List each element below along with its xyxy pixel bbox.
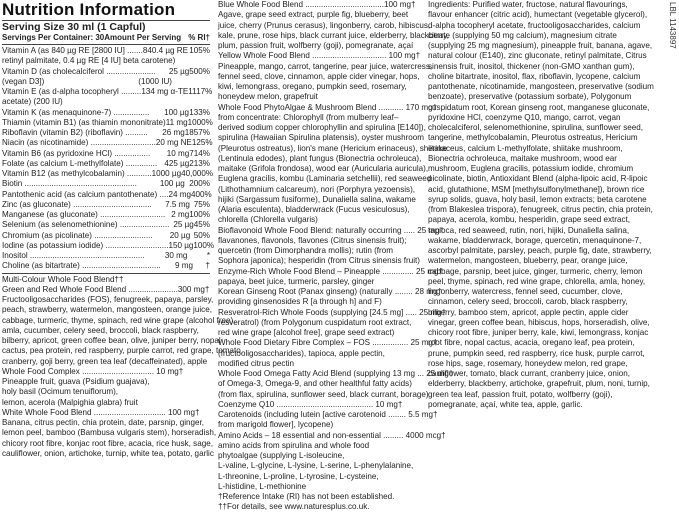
text-line: juice, cherry (Prunus cerasus), lingonberry, carob, hibiscus, (218, 20, 431, 30)
text-line: Amino Acids – 18 essential and non-essential ......... 4000 mcg† (218, 430, 446, 440)
nutrient-amount: 11 mg (165, 117, 188, 127)
nutrient-name: Selenium (as selenomethionine) ...................... (2, 220, 170, 230)
nutrient-amount: 30 mg (164, 251, 188, 260)
ingredients-text: Ingredients: Purified water, fructose, natural flavourings, flavour enhancer (citric acid), humectant (vegetable glycerol), d-alpha tocopheryl acetate, fructooligosaccharides, calcium citrate (supplying 50 mg calcium), magnesium citrate (supplying 25 mg magnesium), pineapple fruit, banana, agave, natural colour (E140), zinc gluconate, retinyl palmitate, Citrus sinensis fruit, inositol, thickener (non-GMO xanthan gum), choline bitartrate, inositol, flax, riboflavin, lycopene, calcium pantothenate, nicotinamide, mangosteen, preservative (sodium benzoate), preservative (potassium sorbate), Polygonum cuspidatum root, Korean ginseng root, manganese gluconate, pyridoxine HCl, coenzyme Q10, mango, carrot, vegan cholecalciferol, selenomethionine, spirulina, sunflower seed, tangerine, methylcobalamin, Pleurotus ostreatus, Hericium erinaceus, calcium L-methylfolate, shiitake mushroom, Bionectria ochroleuca, maitake mushroom, wood ear mushroom, Euglena gracilis, potassium iodide, chromium picolinate, biotin, Antioxidant Blend (alpha-lipoic acid, R-lipoic acid, glutathione, MSM [methylsulfonylmethane]), brown rice syrup solids, guava, holy basil, lemon extracts; beta carotene (from Blakeslea trispora), fenugreek, citrus pectin, chia protein, papaya, acerola, kombu, hesperidin, grape seed extract, tapioca, red seaweed, rutin, nori, hijiki, Dunaliella salina, wakame, bladderwrack, borage, quercetin, menaquinone-7, ascorbyl palmitate, parsley, peach, purple fig, date, strawberry, watermelon, mangosteen, blueberry, pear, orange juice, cabbage, parsnip, beet juice, ginger, turmeric, cherry, lemon peel, thyme, spinach, red wine grape, chlorella, amla, honey, lingonberry, watercress, fennel seed, cucumber, clove, cinnamon, celery seed, broccoli, carob, black raspberry, bilberry, bamboo stem, apricot, apple pectin, apple cider vinegar, green coffee bean, hibiscus, hops, horseradish, olive, chicory root fibre, juniper berry, kale, kiwi, lemongrass, konjac root fibre, nopal cactus, acacia, oregano leaf, pea protein, prune, pumpkin seed, red raspberry, rice husk, purple carrot, rose hips, sage, rosemary, honeydew melon, red grape, cauliflower, tomato, black currant, cranberry juice, onion, elderberry, blackberry, artichoke, grapefruit, plum, noni, turnip, green tea leaf, passion fruit, potato, wolfberry (goji), pomegranate, açaí, white tea, apple, garlic. (428, 0, 654, 409)
nutrient-ri: 75% (193, 199, 210, 209)
text-line: Euglena gracilis, kombu (Laminaria setchellii), red seaweed (218, 174, 432, 184)
text-line: from concentrate: Chlorophyll (from mulberry leaf– (218, 112, 399, 122)
servings-per-container: Servings Per Container: 30 (2, 33, 105, 42)
text-line: (Alaria esculenta), bladderwrack (Fucus vesiculosus), (218, 205, 410, 214)
text-line: Bioflavonoid Whole Food Blend: naturally occurring ..... 25 mg† (218, 225, 445, 235)
nutrient-ri (172, 97, 210, 107)
nutrient-name: Zinc (as gluconate) ................................... (2, 199, 152, 209)
text-line: Pineapple fruit, guava (Psidium guajava), (2, 377, 150, 386)
nutrient-row (2, 190, 210, 200)
text-line: Whole Food Complex ................................ 10 mg† (2, 366, 184, 376)
text-line: kiwi, lemongrass, oregano, pumpkin seed, rosemary, (218, 82, 407, 91)
text-line: L-valine, L-glycine, L-lysine, L-serine, L-phenylalanine, (218, 461, 414, 471)
text-line: Multi-Colour Whole Food Blend†† (2, 274, 124, 284)
nutrient-row (2, 67, 210, 77)
nutrient-row (2, 169, 214, 179)
text-line: ††For details, see www.naturesplus.co.uk. (218, 502, 370, 512)
text-line: Blue Whole Food Blend ...................................100 mg† (218, 0, 416, 9)
nutrient-ri: 1857% (184, 128, 210, 137)
nutrient-name: Vitamin D (as cholecalciferol ...................... (2, 66, 156, 76)
nutrient-ri: 1117% (188, 87, 213, 96)
nutrient-ri: 133% (189, 107, 210, 117)
text-line: L-histidine, L-methionine (218, 481, 307, 491)
nutrient-amount: (1000 IU) (138, 76, 172, 86)
nutrient-name: (vegan D3]) (2, 76, 45, 86)
text-line: Carotenoids (including lutein [active carotenoid ........ 5.5 mg† (218, 410, 438, 419)
divider (2, 44, 210, 45)
text-line: amla, cucumber, celery seed, broccoli, black raspberry, (2, 325, 199, 335)
text-line: kale, prune, rose hips, black currant juice, elderberry, blackberry, (218, 30, 449, 40)
text-line: phytoalgae (supplying L-isoleucine, (218, 451, 345, 460)
nutrient-row (2, 261, 210, 271)
text-line: peach, strawberry, watermelon, mangosteen, orange juice, (2, 305, 212, 315)
nutrient-row (2, 251, 210, 261)
nutrient-row (2, 200, 210, 210)
text-line: cranberry, goji berry, green tea leaf (decaffeinated), apple (2, 356, 208, 366)
ingredients-column (428, 0, 660, 410)
nutrition-title: Nutrition Information (2, 0, 176, 19)
text-line: cactus, pea protein, red raspberry, purple carrot, red grape, tomato, (2, 346, 243, 356)
text-line: amino acids from spirulina and whole food (218, 440, 370, 450)
text-line: from marigold flower], lycopene) (218, 420, 334, 430)
text-line: chicory root fibre, konjac root fibre, acacia, rice husk, sage, (2, 438, 213, 448)
text-line: quercetin (from Dimorphandra mollis); rutin (from (218, 246, 393, 255)
text-line: derived sodium copper chlorophyllin and spirulina [E140]), (218, 123, 426, 132)
text-line: flavanones, flavonols, flavones (Citrus sinensis fruit); (218, 235, 407, 245)
blend-list (2, 274, 243, 460)
nutrient-ri: 200% (189, 179, 210, 189)
nutrient-ri: 125% (191, 138, 213, 148)
nutrient-row (2, 179, 210, 189)
text-line: Whole Food Omega Fatty Acid Blend (supplying 13 mg ... 25 mg† (218, 369, 454, 378)
nutrient-name: Inositol ................................................... (2, 251, 145, 260)
nutrient-row (2, 149, 210, 159)
nutrient-amount: 134 mg α-TE (141, 87, 189, 96)
label-code: LBL 1143897 (668, 2, 677, 49)
text-line: bilberry, apricot, green coffee bean, olive, juniper berry, nopal (2, 336, 221, 345)
serving-size: Serving Size 30 ml (1 Capful) (2, 21, 146, 33)
nutrient-name: Niacin (as nicotinamide) ............................. (2, 138, 156, 148)
nutrient-amount: 20 µg (169, 230, 191, 240)
text-line: chlorella (Chlorella vulgaris) (218, 215, 318, 225)
nutrition-header (2, 33, 210, 43)
text-line: Agave, grape seed extract, purple fig, blueberry, beet (218, 10, 409, 20)
text-line: hijiki (Sargassum fusiforme), Dunaliella salina, wakame (218, 194, 416, 204)
nutrient-name: Vitamin B12 (as methylcobalamin) ........... (2, 169, 152, 178)
nutrient-amount: 20 mg NE (155, 138, 192, 148)
nutrient-ri: 500% (189, 66, 210, 76)
nutrient-name: Iodine (as potassium iodide) ............................ (2, 240, 169, 250)
text-line: modified citrus pectin (218, 358, 295, 368)
nutrient-name: acetate) (200 IU) (2, 97, 63, 107)
nutrient-name: Choline (as bitartrate) ................................... (2, 261, 161, 271)
nutrient-row (2, 87, 213, 97)
text-line: Resveratrol-Rich Whole Foods (supplying [24.5 mg] ..... 25 mg† (218, 307, 447, 317)
nutrient-name: Pantothenic acid (as calcium pantothenate) .... (2, 189, 169, 199)
nutrition-column (2, 0, 243, 459)
nutrient-amount: 26 mg (162, 128, 185, 137)
text-line: lemon, acerola (Malpighia glabra) fruit (2, 397, 138, 407)
nutrient-ri: 100% (189, 210, 210, 219)
nutrient-row (2, 159, 210, 169)
nutrient-row (2, 108, 210, 118)
nutrient-ri: 100% (193, 240, 215, 250)
nutrient-ri: 1000% (187, 117, 213, 127)
nutrient-amount: 840.4 µg RE (142, 46, 189, 55)
nutrient-name: Thiamin (vitamin B1) (as thiamin mononitrate) (2, 117, 166, 127)
nutrient-ri (172, 77, 210, 87)
text-line: Enzyme-Rich Whole Food Blend – Pineapple .............. 25 mg† (218, 266, 443, 276)
text-line: holy basil (Ocimum tenuiflorum), (2, 387, 119, 397)
text-line: White Whole Food Blend ................................ 100 mg† (2, 407, 200, 417)
text-line: fennel seed, clove, cinnamon, apple cider vinegar, hops, (218, 71, 420, 81)
nutrient-ri: 105% (189, 46, 210, 55)
blend-list-2 (218, 0, 454, 513)
nutrient-ri: † (205, 261, 210, 271)
text-line: red wine grape [alcohol free], grape seed extract) (218, 328, 395, 337)
nutrient-name: Vitamin K (as menaquinone-7) ................ (2, 107, 150, 117)
nutrient-row (2, 220, 210, 230)
nutrient-amount: 150 µg (168, 240, 194, 250)
nutrient-amount: 100 µg (164, 107, 190, 117)
nutrient-row (2, 77, 210, 87)
text-line: cabbage, turmeric, thyme, spinach, red wine grape (alcohol free), (2, 315, 236, 325)
nutrient-list (2, 46, 215, 272)
text-line: papaya, beet juice, turmeric, parsley, ginger (218, 276, 375, 286)
text-line: spirulina (Hawaiian Spirulina platensis), oyster mushroom (218, 133, 425, 143)
nutrient-amount: 25 µg (168, 66, 190, 76)
nutrient-name: Chromium (as picolinate) .......................... (2, 230, 153, 240)
nutrient-row (2, 128, 210, 138)
nutrient-amount: 10 mg (166, 148, 190, 158)
text-line: L-threonine, L-proline, L-tyrosine, L-cysteine, (218, 471, 379, 481)
nutrient-row (2, 97, 210, 107)
text-line: (from flax, spirulina, sunflower seed, black currant, borage) (218, 389, 429, 399)
text-line: plum, passion fruit, wolfberry (goji), pomegranate, açaí (218, 41, 414, 50)
nutrient-amount: 100 µg (159, 179, 185, 189)
nutrient-name: retinyl palmitate, 0.4 µg RE [4 IU] beta carotene) (2, 56, 176, 66)
text-line: Whole Food Dietary Fibre Complex – FOS ................ 25 mg† (218, 338, 438, 348)
nutrient-ri: 40,000% (181, 169, 214, 178)
text-line: of Omega-3, Omega-9, and other healthful fatty acids) (218, 379, 412, 389)
text-line: lemon peel, bamboo (Bambusa vulgaris stem), horseradish, (2, 428, 217, 438)
text-line: Yellow Whole Food Blend ................................. 100 mg† (218, 51, 421, 61)
nutrient-name: Riboflavin (vitamin B2) (riboflavin) .......... (2, 128, 148, 137)
nutrient-row (2, 46, 210, 56)
nutrient-amount: 425 µg (164, 158, 190, 168)
text-line: (fructooligosaccharides), tapioca, apple pectin, (218, 348, 385, 358)
text-line: (Lentinula edodes), plant fungus (Bionectria ochroleuca), (218, 153, 422, 163)
nutrient-ri: * (206, 251, 210, 260)
nutrient-row (2, 138, 213, 148)
text-line: maitake (Grifola frondosa), wood ear (Auricularia auricula), (218, 164, 429, 173)
nutrient-name: Folate (as calcium L-methylfolate) .............. (2, 158, 158, 168)
nutrient-amount (100, 97, 172, 107)
text-line: honeydew melon, grapefruit (218, 92, 318, 102)
nutrient-amount: 9 mg (175, 261, 193, 271)
nutrient-name: Manganese (as gluconate) ............................. (2, 210, 166, 219)
nutrient-ri (198, 56, 210, 66)
nutrient-amount: 24 mg (168, 189, 191, 199)
blend-column (218, 0, 454, 513)
nutrient-name: Vitamin E (as d-alpha tocopheryl ......... (2, 87, 142, 96)
nutrient-ri: 400% (190, 189, 212, 199)
text-line: Banana, citrus pectin, chia protein, date, parsnip, ginger, (2, 418, 205, 427)
divider (2, 273, 210, 274)
nutrient-ri: 213% (189, 158, 210, 168)
nutrient-amount: 1000 µg (151, 169, 182, 178)
nutrient-row (2, 240, 215, 251)
text-line: Sophora japonica); hesperidin (from Citrus sinensis fruit) (218, 256, 420, 266)
nutrient-row (2, 56, 210, 66)
nutrient-row (2, 210, 210, 220)
amount-header: Amount Per Serving (104, 33, 182, 42)
text-line: Whole Food PhytoAlgae & Mushroom Blend ........... 170 mg† (218, 102, 438, 112)
nutrient-amount: 2 mg (171, 210, 190, 219)
nutrient-ri: 50% (193, 230, 210, 240)
nutrient-amount (175, 56, 198, 66)
nutrient-ri: 714% (189, 148, 210, 158)
text-line: resveratrol) (from Polygonum cuspidatum root extract, (218, 317, 412, 327)
text-line: cauliflower, onion, artichoke, turnip, white tea, potato, garlic (2, 448, 214, 458)
ri-header: % RI† (188, 33, 210, 42)
nutrient-amount: 7.5 mg (165, 199, 190, 209)
text-line: (Pleurotus ostreatus), lion's mane (Hericium erinaceus), shiitake (218, 143, 448, 153)
nutrient-name: Vitamin B6 (as pyridoxine HCl) ................ (2, 148, 151, 158)
text-line: providing ginsenosides R [a through h] and F) (218, 297, 382, 307)
text-line: Korean Ginseng Root (Panax ginseng) (naturally ........ 28 mg† (218, 287, 443, 296)
nutrient-name: Biotin .................................................. (2, 179, 137, 189)
nutrient-amount: 25 µg (173, 220, 194, 230)
text-line: (Lithothamnium calcareum), nori (Porphyra yezoensis), (218, 184, 416, 194)
text-line: Fructooligosaccharides (FOS), fenugreek, papaya, parsley, (2, 295, 214, 304)
text-line: Coenzyme Q10 ........................................... 10 mg† (218, 399, 403, 409)
nutrient-row (2, 117, 213, 128)
nutrient-row (2, 231, 210, 241)
nutrient-ri: 45% (193, 220, 210, 230)
nutrient-name: Vitamin A (as 840 µg RE [2800 IU] ....... (2, 46, 143, 55)
text-line: Pineapple, mango, carrot, tangerine, pear juice, watercress, (218, 61, 433, 71)
text-line: Green and Red Whole Food Blend ......................300 mg† (2, 284, 210, 294)
text-line: †Reference Intake (RI) has not been established. (218, 492, 395, 501)
